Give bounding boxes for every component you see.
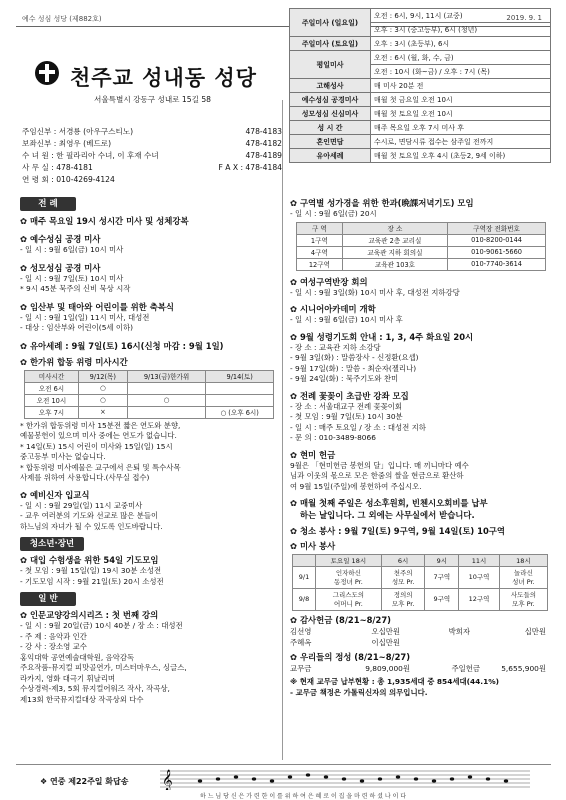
table-header: 구역장 전화번호 <box>448 222 546 234</box>
table-row <box>293 555 548 567</box>
detail-line: - 장 소 : 서울대교구 전례 꽃꽂이회 <box>290 401 403 411</box>
note-line: * 합동위령 미사예물은 교구에서 은퇴 및 특수사목 <box>20 462 181 472</box>
table-cell: 천주의 성모 Pr. <box>381 567 425 589</box>
section-heading: ✿ 예비신자 입교식 <box>20 489 276 501</box>
table-cell: 놀라신 성녀 Pr. <box>499 567 547 589</box>
section-heading: ✿ 구역별 성가경을 위한 한과(晩課저녁기도) 모임 <box>290 197 552 209</box>
detail-line: 제13회 한국뮤지컬대상 작곡상외 다수 <box>20 694 144 704</box>
table-cell: 12구역 <box>297 258 343 270</box>
table-cell: 010-8200-0144 <box>448 234 546 246</box>
row-value: 매월 첫 토요일 오전 10시 <box>371 107 551 121</box>
table-cell: ○ (오후 6시) <box>206 406 274 418</box>
table-row <box>290 135 551 149</box>
section-heading: ✿ 시니어아카데미 개학 <box>290 303 552 315</box>
table-cell: 그리스도의 어머니 Pr. <box>316 589 382 611</box>
section-heading: ✿ 우리들의 정성 (8/21~8/27) <box>290 651 552 663</box>
donor-name: 주혜옥 <box>290 638 312 647</box>
table-cell: 010-7740-3614 <box>448 258 546 270</box>
detail-line: 홍익대학 공연예술대학원, 음악감독 <box>20 652 135 662</box>
section-tag-liturgy: 전 례 <box>20 197 76 211</box>
section-heading: ✿ 여성구역반장 회의 <box>290 276 552 288</box>
detail-line: 9월은 「현미헌금 봉헌의 달」입니다. 매 끼니마다 예수 <box>290 460 469 470</box>
section-heading: ✿ 감사헌금 (8/21~8/27) <box>290 614 552 626</box>
section-tag-general: 일 반 <box>20 592 76 606</box>
table-cell: 4구역 <box>297 246 343 258</box>
section-heading: ✿ 유아세례 : 9월 7일(토) 16시(신청 마감 : 9월 1일) <box>20 340 276 352</box>
row-value: 오후 : 3시 (중고등부), 6시 (청년) <box>371 23 551 37</box>
offering-label: 교무금 <box>290 664 312 673</box>
table-cell: 교육관 103호 <box>342 258 447 270</box>
table-cell <box>127 382 206 394</box>
section-heading: ✿ 매주 목요일 19시 성시간 미사 및 성체강복 <box>20 215 276 227</box>
detail-line: * 9시 45분 묵주의 신비 묵상 시작 <box>20 284 131 293</box>
row-key: 주일미사 (토요일) <box>290 37 371 51</box>
row-key: 성모성심 신심미사 <box>290 107 371 121</box>
info-value: 478-4182 <box>245 139 282 148</box>
offering-row <box>290 663 552 674</box>
row-value: 매월 첫 금요일 오전 10시 <box>371 93 551 107</box>
detail-line: - 9월 24일(화) : 묵주기도와 찬미 <box>290 374 399 383</box>
detail-line: - 일 시 : 9월 29일(일) 11시 교중미사 <box>20 500 143 510</box>
detail-line: 여 9월 15일(주일)에 봉헌하여 주십시오. <box>290 481 422 491</box>
detail-line: - 대상 : 임산부와 어린이(5세 이하) <box>20 323 134 332</box>
table-header: 9시 <box>425 555 459 567</box>
detail-line: - 일 시 : 9월 20일(금) 10시 40분 / 장 소 : 대성전 <box>20 621 183 630</box>
table-header: 9/13(금)한가위 <box>127 370 206 382</box>
psalm-lyrics: 하 느 님 당 신 은 가 련 한 이 를 위 하 여 은 혜 로 이 집 을 마 련 하 셨 나 이 다 <box>200 793 407 800</box>
section-heading: ✿ 한가위 합동 위령 미사시간 <box>20 356 276 368</box>
section-heading: ✿ 미사 봉사 <box>290 540 552 552</box>
table-cell: 10구역 <box>459 567 500 589</box>
row-value: 오전 : 10시 (화~금) / 오후 : 7시 (목) <box>371 65 551 79</box>
table-cell: 교육관 2층 교리실 <box>342 234 447 246</box>
donation-row <box>290 637 552 648</box>
table-header: 6시 <box>381 555 425 567</box>
mass-schedule-table <box>289 8 551 163</box>
mass-service-table <box>292 554 548 611</box>
column-divider <box>282 100 283 760</box>
table-cell: 교육관 지하 회의실 <box>342 246 447 258</box>
table-row <box>25 394 274 406</box>
detail-line: - 9월 3일(화) : 말씀장사 - 신정환(요셉) <box>290 353 419 362</box>
table-header: 9/14(토) <box>206 370 274 382</box>
table-cell: ○ <box>127 394 206 406</box>
table-cell: 7구역 <box>425 567 459 589</box>
info-key: 주임신부 : 서경룡 (아우구스티노) <box>22 127 134 136</box>
detail-line: - 장 소 : 교육관 지하 소강당 <box>290 342 381 352</box>
clergy-info <box>22 126 282 186</box>
section-heading: ✿ 성모성심 공경 미사 <box>20 262 276 274</box>
row-value: 매월 첫 토요일 오후 4시 (초등2, 9세 이하) <box>371 149 551 163</box>
detail-line: 라카지, 영화 대극기 휘날리며 <box>20 673 116 683</box>
parish-title: 천주교 성내동 성당 <box>70 65 257 90</box>
detail-line: - 일 시 : 9월 6일(금) 10시 미사 <box>20 245 124 254</box>
table-cell <box>127 406 206 418</box>
section-heading: ✿ 임산부 및 태아와 어린이를 위한 축복식 <box>20 301 276 313</box>
table-row <box>290 121 551 135</box>
table-cell: 오전 6시 <box>25 382 79 394</box>
table-header: 토요일 18시 <box>316 555 382 567</box>
table-cell: 정의의 모후 Pr. <box>381 589 425 611</box>
note-line: ※ 현재 교무금 납부현황 : 총 1,935세대 중 854세대(44.1%) <box>290 677 500 686</box>
table-header: 9/12(목) <box>78 370 127 382</box>
table-cell: 010-9061-5660 <box>448 246 546 258</box>
info-value: 478-4183 <box>245 127 282 136</box>
svg-text:𝄞: 𝄞 <box>162 770 173 790</box>
row-key: 주일미사 (일요일) <box>290 9 371 37</box>
row-key: 혼인면담 <box>290 135 371 149</box>
table-cell: 인자하신 동정녀 Pr. <box>316 567 382 589</box>
section-heading: ✿ 전례 꽃꽂이 초급반 강좌 모집 <box>290 390 552 402</box>
section-heading: ✿ 대입 수험생을 위한 54일 기도모임 <box>20 554 276 566</box>
table-cell: ○ <box>78 382 127 394</box>
offering-label: 주일헌금 <box>451 664 480 673</box>
donor-name: 박희자 <box>448 627 470 636</box>
donor-amount: 십만원 <box>524 627 546 636</box>
bullet-icon: ❖ <box>40 777 50 786</box>
table-header: 18시 <box>499 555 547 567</box>
parish-address: 서울특별시 강동구 성내로 15길 58 <box>94 95 212 104</box>
note-line: 중고등부 미사는 없습니다. <box>20 452 106 461</box>
section-heading: ✿ 청소 봉사 : 9월 7일(토) 9구역, 9월 14일(토) 10구역 <box>290 525 552 537</box>
bulletin-issue: 예수 성심 성당 (제882호) <box>22 15 102 23</box>
table-row <box>290 9 551 23</box>
table-cell: 9구역 <box>425 589 459 611</box>
section-heading-cont: 하는 날입니다. 그 외에는 사무실에서 받습니다. <box>300 510 475 520</box>
table-row <box>290 37 551 51</box>
donor-name: 김선영 <box>290 627 312 636</box>
detail-line: - 일 시 : 9월 6일(금) 20시 <box>290 209 377 218</box>
table-row <box>297 234 546 246</box>
table-header: 구 역 <box>297 222 343 234</box>
detail-line: - 기도모임 시작 : 9월 21일(토) 20시 소성전 <box>20 576 164 586</box>
donation-row <box>290 626 552 637</box>
psalm-label <box>40 776 129 788</box>
info-key: 수 녀 원 : 한 필라리아 수녀, 이 후재 수녀 <box>22 151 159 160</box>
cross-logo-icon <box>34 60 60 86</box>
table-cell: × <box>78 406 127 418</box>
info-key: 보좌신부 : 최영우 (베드로) <box>22 139 112 148</box>
detail-line: 님과 이웃의 몫으로 모은 한줌의 쌀을 현금으로 환산하 <box>290 471 464 480</box>
section-tag-youth: 청소년·장년 <box>20 537 84 551</box>
table-header: 11시 <box>459 555 500 567</box>
row-value: 매주 목요일 오후 7시 미사 후 <box>371 121 551 135</box>
table-cell: 9/8 <box>293 589 316 611</box>
psalm-title: 연중 제22주일 화답송 <box>49 777 129 786</box>
note-line: 예물봉헌이 있으며 미사 중에는 연도가 없습니다. <box>20 431 177 440</box>
right-column <box>290 197 552 698</box>
table-row <box>297 222 546 234</box>
table-row <box>25 382 274 394</box>
note-line: - 교무금 책정은 가톨릭신자의 의무입니다. <box>290 687 428 697</box>
table-header <box>293 555 316 567</box>
table-row <box>293 567 548 589</box>
detail-line: - 주 제 : 음악과 인간 <box>20 631 87 641</box>
section-heading: ✿ 매월 첫째 주일은 성소후원회, 빈첸시오회비를 납부 <box>290 497 552 509</box>
table-cell: 오전 10시 <box>25 394 79 406</box>
table-cell: 12구역 <box>459 589 500 611</box>
detail-line: 수상경력-제3, 5회 뮤지컬어워즈 작사, 작곡상, <box>20 684 170 693</box>
detail-line: - 강 사 : 장소영 교수 <box>20 642 87 651</box>
section-heading: ✿ 현미 헌금 <box>290 449 552 461</box>
section-heading: ✿ 예수성심 공경 미사 <box>20 233 276 245</box>
table-row <box>290 93 551 107</box>
table-row <box>290 107 551 121</box>
table-row <box>290 79 551 93</box>
info-key: 사 무 실 : 478-4181 <box>22 163 93 172</box>
table-cell <box>206 394 274 406</box>
music-staff <box>160 768 530 790</box>
left-column <box>20 197 276 705</box>
row-value: 오후 : 3시 (초등부), 6시 <box>371 37 551 51</box>
table-cell: 9/1 <box>293 567 316 589</box>
table-row <box>25 406 274 418</box>
detail-line: - 첫 모임 : 9월 7일(토) 10시 30분 <box>290 412 403 421</box>
offering-amount: 9,809,000원 <box>365 664 410 673</box>
row-key: 유아세례 <box>290 149 371 163</box>
note-line: 사제를 위하여 사용합니다.(사무실 접수) <box>20 473 150 482</box>
bulletin-date: 2019. 9. 1 <box>506 14 542 22</box>
table-cell: ○ <box>78 394 127 406</box>
table-row <box>297 258 546 270</box>
row-key: 평일미사 <box>290 51 371 79</box>
detail-line: - 일 시 : 9월 7일(토) 10시 미사 <box>20 273 124 283</box>
row-key: 성 시 간 <box>290 121 371 135</box>
table-row <box>290 51 551 65</box>
offering-amount: 5,655,900원 <box>501 664 546 673</box>
footer-rule <box>16 764 551 765</box>
row-value: 매 미사 20분 전 <box>371 79 551 93</box>
info-value: 478-4189 <box>245 151 282 160</box>
table-cell: 사도들의 모후 Pr. <box>499 589 547 611</box>
detail-line: 하느님의 자녀가 될 수 있도록 인도바랍니다. <box>20 521 163 531</box>
row-key: 고해성사 <box>290 79 371 93</box>
detail-line: - 9월 17일(화) : 말씀 - 최순자(젤리나) <box>290 363 417 373</box>
table-row <box>293 589 548 611</box>
table-header: 장 소 <box>342 222 447 234</box>
donor-amount: 이십만원 <box>371 638 400 647</box>
table-header: 미사시간 <box>25 370 79 382</box>
detail-line: - 교우 여러분의 기도와 선교로 많은 분들이 <box>20 511 159 520</box>
detail-line: - 일 시 : 9월 6일(금) 10시 미사 후 <box>290 315 403 324</box>
detail-line: - 문 의 : 010-3489-8066 <box>290 433 376 442</box>
table-cell <box>206 382 274 394</box>
table-row <box>25 370 274 382</box>
donor-amount: 오십만원 <box>371 627 400 636</box>
table-row <box>297 246 546 258</box>
table-cell: 1구역 <box>297 234 343 246</box>
hangawi-mass-table <box>24 370 274 419</box>
table-row <box>290 149 551 163</box>
note-line: * 14일(토) 15시 어린이 미사와 15일(일) 15시 <box>20 441 173 451</box>
row-key: 예수성심 공경미사 <box>290 93 371 107</box>
row-value: 오전 : 6시, 9시, 11시 (교중) <box>371 9 551 23</box>
section-heading: ✿ 인문교양강의시리즈 : 첫 번째 강의 <box>20 609 276 621</box>
row-value: 오전 : 6시 (월, 화, 수, 금) <box>371 51 551 65</box>
info-key: 연 령 회 : 010-4269-4124 <box>22 175 115 184</box>
detail-line: - 일 시 : 9월 1일(일) 11시 미사, 대성전 <box>20 312 150 322</box>
district-table <box>296 222 546 271</box>
table-cell: 오후 7시 <box>25 406 79 418</box>
section-heading: ✿ 9월 성령기도회 안내 : 1, 3, 4주 화요일 20시 <box>290 331 552 343</box>
note-line: * 한가위 합동위령 미사 15분전 짧은 연도와 분향, <box>20 420 181 430</box>
row-value: 수시로, 면담시류 접수는 삼주일 전까지 <box>371 135 551 149</box>
detail-line: - 첫 모임 : 9월 15일(일) 19시 30분 소성전 <box>20 566 162 575</box>
info-fax: F A X : 478-4184 <box>218 163 282 172</box>
detail-line: 주요작품-뮤지컬 피맛골연가, 미스터마우스, 싱글스, <box>20 663 187 672</box>
detail-line: - 일 시 : 9월 3일(화) 10시 미사 후, 대성전 지하강당 <box>290 287 460 297</box>
detail-line: - 일 시 : 매주 토요일 / 장 소 : 대성전 지하 <box>290 422 426 432</box>
